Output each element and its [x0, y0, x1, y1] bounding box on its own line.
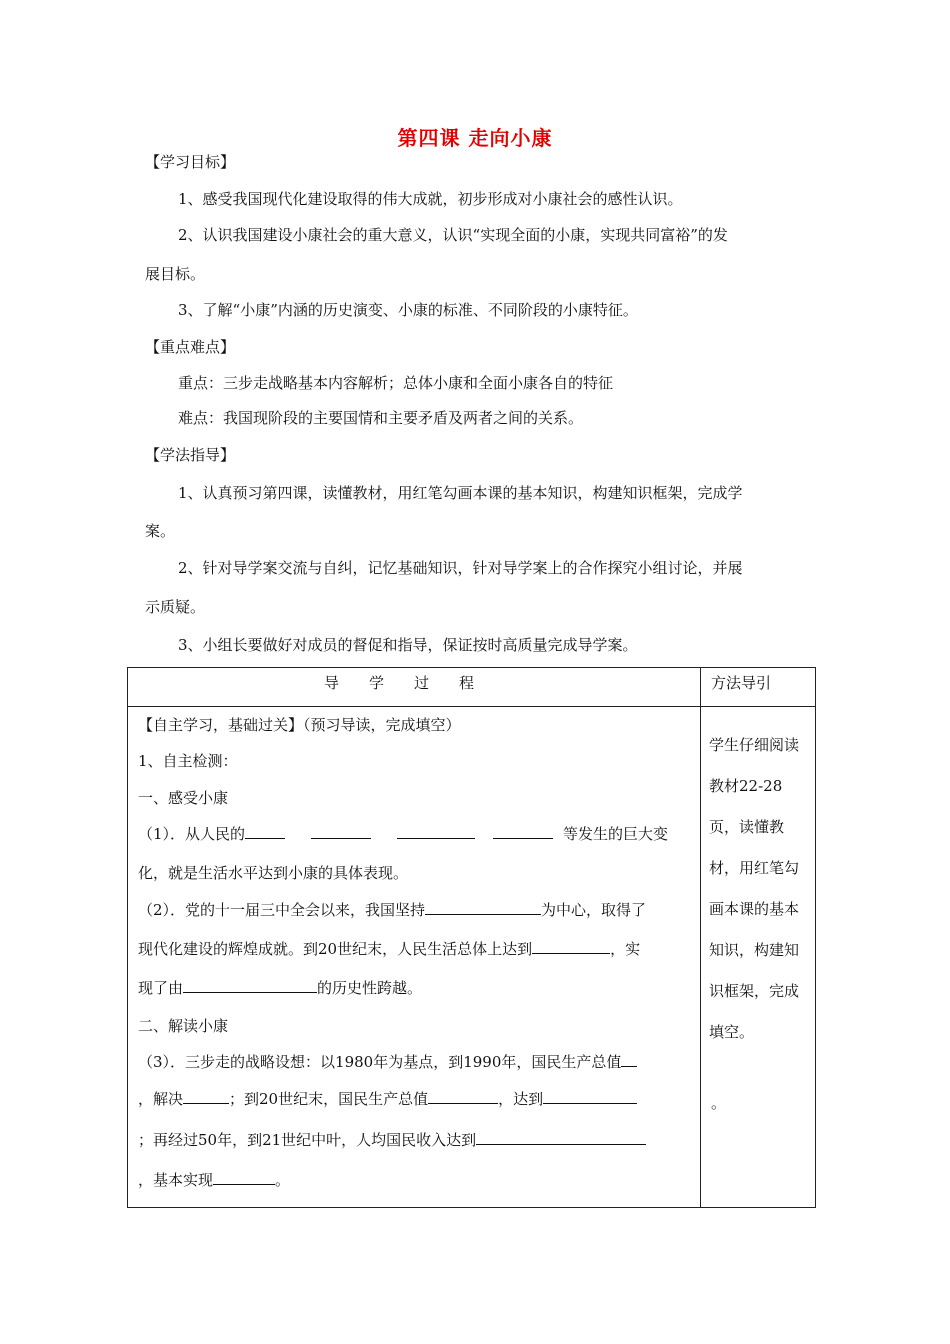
question-1-line2: 化，就是生活水平达到小康的具体表现。 [138, 864, 409, 882]
difficult-point: 难点：我国现阶段的主要国情和主要矛盾及两者之间的关系。 [178, 409, 584, 427]
q1-blank-4[interactable] [493, 824, 553, 839]
q3-line2-c: ，达到 [498, 1090, 544, 1108]
q3-blank-2[interactable] [183, 1089, 229, 1104]
q2-line3-prefix: 现了由 [138, 979, 184, 997]
goal-1: 1、感受我国现代化建设取得的伟大成就，初步形成对小康社会的感性认识。 [178, 190, 683, 208]
part-1-heading: 一、感受小康 [138, 789, 229, 807]
key-header: 【重点难点】 [145, 338, 236, 356]
header-process-label: 导学过程 [323, 674, 504, 692]
goal-2-line2: 展目标。 [145, 265, 206, 283]
q3-line4-b: 。 [275, 1171, 291, 1189]
method-2-line2: 示质疑。 [145, 598, 206, 616]
self-study-heading: 【自主学习，基础过关】（预习导读，完成填空） [138, 716, 461, 734]
q3-blank-6[interactable] [213, 1170, 275, 1185]
question-3-line3 [138, 1130, 646, 1150]
q3-line2-b: ；到20世纪末，国民生产总值 [229, 1090, 429, 1108]
q3-blank-3[interactable] [428, 1089, 498, 1104]
q3-line3-a: ；再经过50年，到21世纪中叶，人均国民收入达到 [138, 1131, 477, 1149]
question-2-line3 [138, 978, 422, 998]
question-3-line2 [138, 1089, 637, 1109]
q3-blank-1[interactable] [621, 1052, 637, 1067]
q2-line2-suffix: ，实 [610, 940, 641, 958]
method-guide-dot: 。 [711, 1094, 727, 1112]
q3-blank-5[interactable] [476, 1130, 646, 1145]
question-3-line4 [138, 1170, 290, 1190]
q2-blank-2[interactable] [532, 939, 610, 954]
question-2-line2 [138, 939, 640, 959]
table-header-process [128, 668, 701, 707]
page-title: 第四课 走向小康 [397, 126, 553, 150]
method-guide-text: 学生仔细阅读教材22-28页，读懂教材，用红笔勾画本课的基本知识，构建知识框架，完成填空。 [709, 736, 800, 1041]
q2-line3-suffix: 的历史性跨越。 [317, 979, 423, 997]
q3-line2-a: ，解决 [138, 1090, 184, 1108]
method-3: 3、小组长要做好对成员的督促和指导，保证按时高质量完成导学案。 [178, 636, 638, 654]
table-header-method [701, 668, 816, 707]
q3-line1-text: （3）．三步走的战略设想：以1980年为基点，到1990年，国民生产总值 [138, 1053, 622, 1071]
method-1-line2: 案。 [145, 522, 176, 540]
q2-line2-prefix: 现代化建设的辉煌成就。到20世纪末，人民生活总体上达到 [138, 940, 533, 958]
process-cell [128, 707, 701, 1208]
part-2-heading: 二、解读小康 [138, 1017, 229, 1035]
q1-blank-1[interactable] [245, 824, 285, 839]
q2-prefix: （2）．党的十一届三中全会以来，我国坚持 [138, 901, 426, 919]
question-2-line1 [138, 900, 646, 920]
q1-suffix: 等发生的巨大变 [563, 825, 669, 843]
q1-blank-3[interactable] [397, 824, 475, 839]
q1-blank-2[interactable] [311, 824, 371, 839]
goal-2-line1: 2、认识我国建设小康社会的重大意义，认识“实现全面的小康，实现共同富裕”的发 [178, 226, 728, 244]
goal-3: 3、了解“小康”内涵的历史演变、小康的标准、不同阶段的小康特征。 [178, 301, 638, 319]
guide-table [127, 667, 816, 1208]
header-method-label: 方法导引 [711, 674, 772, 692]
question-3-line1 [138, 1052, 637, 1072]
question-1-line1 [138, 824, 668, 844]
method-guide-cell [701, 707, 816, 1208]
goals-header: 【学习目标】 [145, 153, 236, 171]
self-check-label: 1、自主检测： [138, 752, 238, 770]
q3-blank-4[interactable] [543, 1089, 637, 1104]
q3-line4-a: ，基本实现 [138, 1171, 214, 1189]
method-1-line1: 1、认真预习第四课，读懂教材，用红笔勾画本课的基本知识，构建知识框架，完成学 [178, 484, 743, 502]
key-point: 重点：三步走战略基本内容解析；总体小康和全面小康各自的特征 [178, 374, 614, 392]
method-header: 【学法指导】 [145, 446, 236, 464]
q2-suffix: 为中心，取得了 [541, 901, 647, 919]
method-2-line1: 2、针对导学案交流与自纠，记忆基础知识，针对导学案上的合作探究小组讨论，并展 [178, 559, 743, 577]
q1-prefix: （1）．从人民的 [138, 825, 246, 843]
q2-blank-1[interactable] [425, 900, 541, 915]
q2-blank-3[interactable] [183, 978, 317, 993]
